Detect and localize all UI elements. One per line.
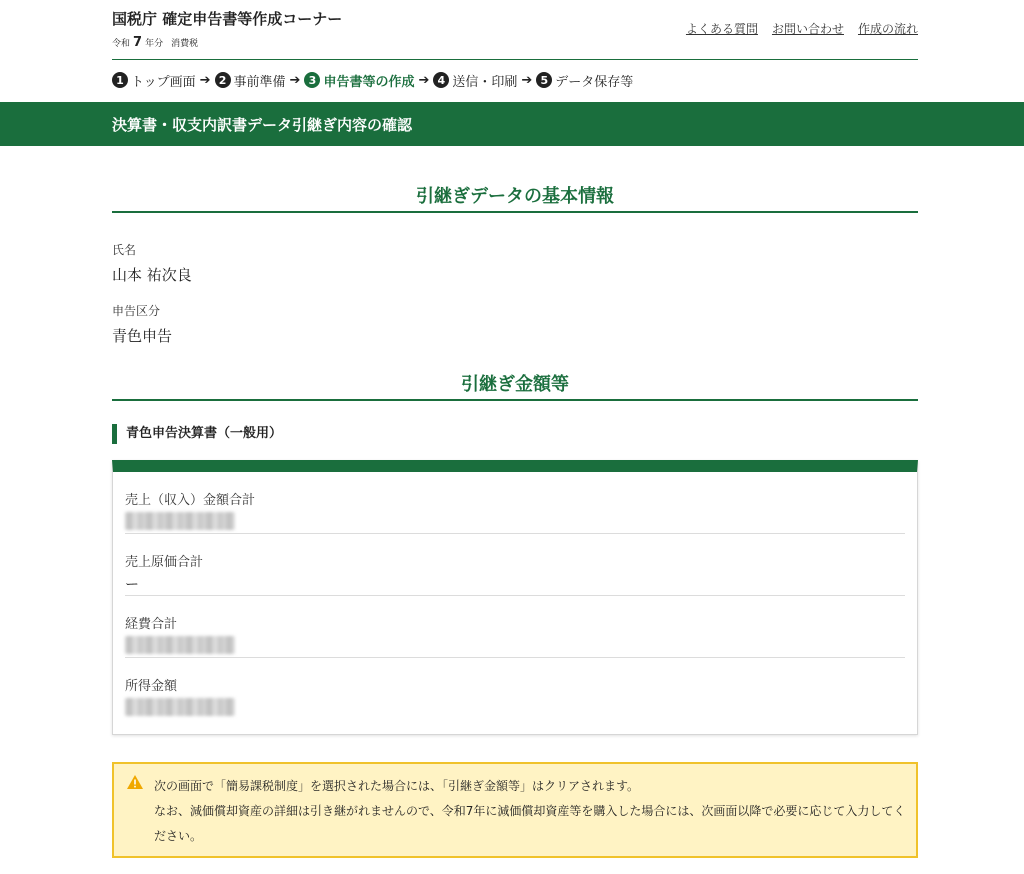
tax-year-line [112, 35, 198, 50]
step-number-icon: 3 [304, 72, 320, 88]
tax-type-label: 消費税 [171, 39, 199, 49]
step-number-icon: 5 [536, 72, 552, 88]
notice-box [112, 762, 918, 858]
step-number-icon: 2 [215, 72, 231, 88]
arrow-right-icon: ➔ [521, 72, 533, 88]
notice-line-2: なお、減価償却資産の詳細は引き継がれませんので、令和7年に減価償却資産等を購入した場合には、次画面以降で必要に応じて入力してください。 [154, 804, 906, 843]
sales-total-label: 売上（収入）金額合計 [125, 493, 256, 508]
notice-text [154, 774, 906, 849]
cost-of-sales-label: 売上原価合計 [125, 555, 204, 570]
era-label: 令和 [112, 39, 131, 49]
section-divider [112, 399, 918, 401]
income-amount-label: 所得金額 [125, 679, 178, 694]
filing-type-label: 申告区分 [112, 304, 161, 318]
list-item [125, 596, 905, 658]
statement-subheading: 青色申告決算書（一般用） [112, 424, 282, 444]
app-title: 国税庁 確定申告書等作成コーナー [112, 10, 343, 28]
income-amount-value-redacted [125, 698, 235, 716]
name-label: 氏名 [112, 243, 137, 257]
step-label: トップ画面 [131, 74, 196, 90]
faq-link[interactable]: よくある質問 [685, 22, 758, 36]
cost-of-sales-value: ー [125, 577, 139, 593]
step-label: 申告書等の作成 [323, 74, 415, 90]
warning-icon [126, 774, 144, 790]
list-item [125, 534, 905, 596]
step-preparation [215, 71, 286, 90]
list-item [125, 472, 905, 534]
notice-line-1: 次の画面で「簡易課税制度」を選択された場合には、「引継ぎ金額等」はクリアされます。 [154, 779, 640, 793]
sales-total-value-redacted [125, 512, 235, 530]
list-item [125, 658, 905, 720]
progress-steps [112, 70, 633, 90]
step-number-icon: 1 [112, 72, 128, 88]
expenses-total-value-redacted [125, 636, 235, 654]
flow-link[interactable]: 作成の流れ [857, 22, 918, 36]
step-send-print [433, 71, 517, 90]
page-title: 決算書・収支内訳書データ引継ぎ内容の確認 [112, 116, 413, 134]
step-top [112, 71, 196, 90]
section-divider [112, 211, 918, 213]
filing-type-value: 青色申告 [112, 327, 173, 345]
name-value: 山本 祐次良 [112, 266, 192, 284]
step-number-icon: 4 [433, 72, 449, 88]
step-save-data [536, 71, 633, 90]
arrow-right-icon: ➔ [289, 72, 301, 88]
arrow-right-icon: ➔ [418, 72, 430, 88]
step-label: データ保存等 [555, 74, 634, 90]
amounts-heading: 引継ぎ金額等 [461, 374, 569, 395]
page-title-band [0, 102, 1024, 146]
contact-link[interactable]: お問い合わせ [771, 22, 844, 36]
step-create-current [304, 71, 414, 90]
header-links [672, 20, 918, 37]
expenses-total-label: 経費合計 [125, 617, 178, 632]
site-header [112, 0, 918, 60]
step-label: 事前準備 [233, 74, 286, 90]
amounts-card [112, 460, 918, 735]
arrow-right-icon: ➔ [199, 72, 211, 88]
step-label: 送信・印刷 [452, 74, 518, 90]
year-value: 7 [133, 35, 143, 50]
basic-info-heading: 引継ぎデータの基本情報 [416, 186, 614, 207]
year-suffix: 年分 [145, 39, 164, 49]
